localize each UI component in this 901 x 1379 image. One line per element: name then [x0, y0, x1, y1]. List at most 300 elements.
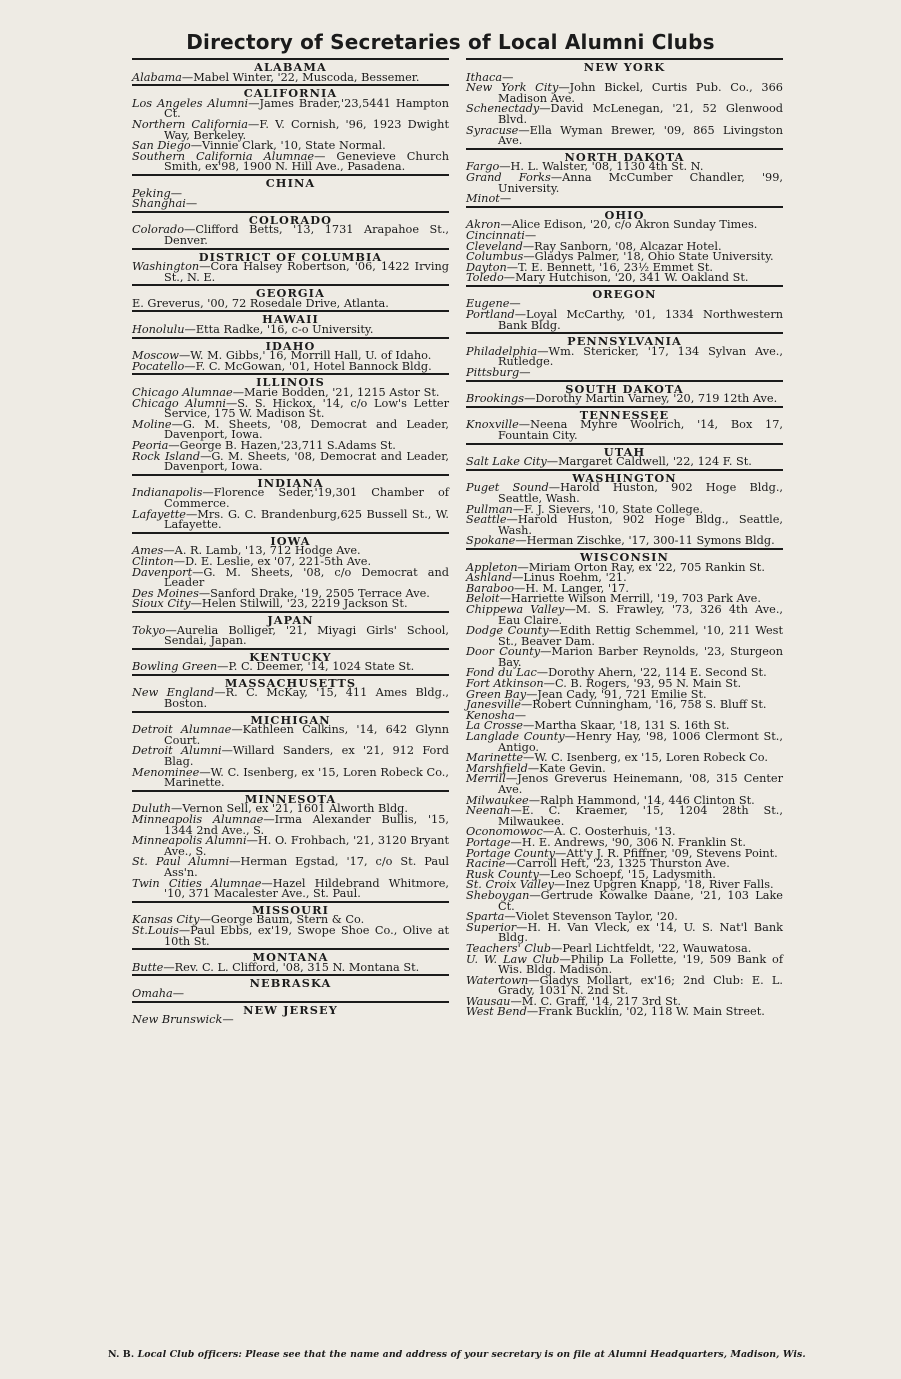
club-entry [132, 662, 449, 673]
club-entry [466, 602, 783, 627]
club-entry [132, 688, 449, 709]
left-column [132, 58, 449, 1027]
club-entry [132, 857, 449, 878]
club-place: Portage County [466, 846, 556, 860]
club-secretary: — [519, 366, 531, 380]
club-secretary: —S. S. Hickox, '14, c/o Low's Letter Service, 175 W. Madison St. [164, 396, 449, 421]
state-section [132, 648, 449, 673]
club-place: Ithaca [466, 70, 503, 84]
club-secretary: —Mrs. G. C. Brandenburg,625 Bussell St., W. Lafayette. [164, 507, 449, 532]
club-place: Ames [132, 544, 164, 558]
club-entry [466, 310, 783, 331]
club-secretary: —Harriette Wilson Merrill, '19, 703 Park Ave. [499, 592, 761, 606]
club-secretary: —Clifford Betts, '13, 1731 Arapahoe St., Denver. [164, 223, 449, 247]
state-section [132, 974, 449, 999]
club-entry [466, 1007, 783, 1018]
state-heading: MISSOURI [251, 902, 330, 917]
club-place: Columbus [466, 250, 524, 264]
state-section [132, 948, 449, 973]
club-place: Superior [466, 920, 517, 934]
club-place: Fargo [466, 160, 500, 174]
club-secretary: —Gladys Mollart, ex'16; 2nd Club: E. L. Grady, 1031 N. 2nd St. [498, 973, 783, 998]
club-secretary: —Paul Ebbs, ex'19, Swope Shoe Co., Olive at 10th St. [164, 923, 449, 948]
state-heading: MONTANA [252, 950, 329, 965]
club-entry [466, 888, 783, 913]
club-entry [466, 104, 783, 125]
club-place: Minneapolis Alumni [132, 834, 247, 848]
club-secretary: —Margaret Caldwell, '22, 124 F. St. [546, 455, 752, 469]
club-place: La Crosse [466, 719, 523, 733]
footnote-text: Please see that the name and address of your secretary is on file at Alumni Headquarters, Madison, Wis. [245, 1349, 806, 1360]
club-secretary: —Violet Stevenson Taylor, '20. [504, 910, 678, 924]
club-secretary: —Jenos Greverus Heinemann, '08, 315 Center Ave. [498, 772, 783, 796]
club-place: Watertown [466, 973, 529, 987]
club-secretary: —Edith Rettig Schemmel, '10, 211 West St., Beaver Dam. [498, 624, 783, 648]
state-heading: HAWAII [262, 312, 319, 327]
club-place: Appleton [466, 560, 518, 574]
club-place: Marshfield [466, 761, 528, 775]
club-secretary: —Harold Huston, 902 Hoge Bldg., Seattle, Wash. [498, 513, 783, 537]
state-section [466, 380, 783, 405]
club-secretary: —Jean Cady, '91, 721 Emilie St. [526, 687, 707, 701]
club-entry [466, 774, 783, 795]
club-entry [466, 483, 783, 504]
club-place: Merrill [466, 772, 506, 786]
footnote [108, 1349, 806, 1360]
club-place: Chicago Alumni [132, 396, 226, 410]
club-secretary: —Rev. C. L. Clifford, '08, 315 N. Montana St. [163, 960, 420, 974]
state-section [132, 474, 449, 531]
state-heading: IDAHO [265, 338, 316, 353]
club-secretary: —F. V. Cornish, '96, 1923 Dwight Way, Berkeley. [164, 117, 449, 142]
club-place: Neenah [466, 804, 511, 818]
club-entry [466, 920, 783, 945]
club-secretary: —H. E. Andrews, '90, 306 N. Franklin St. [510, 835, 746, 849]
club-secretary: —F. C. McGowan, '01, Hotel Bannock Bldg. [184, 359, 432, 373]
state-heading: JAPAN [267, 612, 314, 627]
state-section [132, 674, 449, 710]
club-secretary: —James Brader,'23,5441 Hampton Ct. [164, 96, 449, 121]
state-heading: WASHINGTON [572, 470, 677, 485]
club-secretary: —Att'y J. R. Pfiffner, '09, Stevens Point. [555, 846, 778, 860]
club-entry [466, 457, 783, 468]
club-entry [466, 973, 783, 998]
club-secretary: —David McLenegan, '21, 52 Glenwood Blvd. [498, 102, 783, 126]
club-place: Rusk County [466, 867, 539, 881]
club-secretary: —Vinnie Clark, '10, State Normal. [190, 139, 386, 153]
club-place: Door County [466, 645, 541, 659]
state-section [132, 790, 449, 900]
club-secretary: —M. S. Frawley, '73, 326 4th Ave., Eau Claire. [498, 602, 783, 627]
club-secretary: — [170, 186, 183, 200]
club-place: Racine [466, 857, 506, 871]
club-secretary: —Hazel Hildebrand Whitmore, '10, 371 Macalester Ave., St. Paul. [164, 876, 449, 901]
state-heading: OHIO [604, 207, 645, 222]
state-heading: SOUTH DAKOTA [565, 381, 684, 396]
club-place: Bowling Green [132, 660, 218, 674]
club-entry [132, 623, 449, 648]
club-secretary: —Frank Bucklin, '02, 118 W. Main Street. [526, 1005, 765, 1019]
club-entry [466, 344, 783, 369]
club-entry [132, 876, 449, 901]
footnote-label: Local Club officers: [137, 1349, 242, 1360]
club-place: Northern California [132, 117, 249, 131]
state-section [466, 206, 783, 284]
club-entry [466, 626, 783, 647]
state-heading: CHINA [265, 175, 316, 190]
club-place: Pullman [466, 502, 513, 516]
club-place: Spokane [466, 534, 516, 548]
club-secretary: —W. C. Isenberg, ex '15, Loren Robeck Co. [523, 751, 768, 765]
club-secretary: —Neena Myhre Woolrich, '14, Box 17, Fountain City. [498, 418, 783, 442]
club-place: Washington [132, 260, 200, 274]
right-column [466, 58, 783, 1019]
club-entry [132, 359, 449, 373]
club-place: Philadelphia [466, 344, 538, 358]
club-secretary: —A. C. Oosterhuis, '13. [542, 825, 676, 839]
club-secretary: —W. M. Gibbs,' 16, Morrill Hall, U. of Idaho. [178, 349, 432, 363]
state-section [466, 469, 783, 547]
club-place: Pittsburg [466, 366, 520, 380]
state-heading: NORTH DAKOTA [564, 149, 685, 164]
club-place: Teachers' Club [466, 941, 552, 955]
club-secretary: —Gladys Palmer, '18, Ohio State University. [523, 250, 774, 264]
club-secretary: —Florence Seder,'19,301 Chamber of Commerce. [164, 486, 449, 510]
club-entry [132, 417, 449, 442]
club-place: Lafayette [132, 507, 186, 521]
club-secretary: —George Baum, Stern & Co. [199, 913, 365, 927]
club-place: Colorado [132, 223, 185, 237]
club-secretary: —Mary Hutchison, '20, 341 W. Oakland St. [503, 271, 749, 285]
club-secretary: —Pearl Lichtfeldt, '22, Wauwatosa. [551, 941, 752, 955]
club-place: Dodge County [466, 624, 549, 638]
club-secretary: —Marie Bodden, '21, 1215 Astor St. [232, 386, 440, 400]
club-place: Toledo [466, 271, 504, 285]
club-entry [466, 170, 784, 195]
club-secretary: —P. C. Deemer, '14, 1024 State St. [217, 660, 415, 674]
club-secretary: —Ray Sanborn, '08, Alcazar Hotel. [522, 239, 722, 253]
club-secretary: —Sanford Drake, '19, 2505 Terrace Ave. [198, 586, 430, 600]
club-secretary: —Etta Radke, '16, c-o University. [184, 323, 374, 337]
club-entry [132, 117, 449, 142]
club-secretary: — [222, 1013, 234, 1027]
club-secretary: —Ralph Hammond, '14, 446 Clinton St. [528, 793, 755, 807]
page-title: Directory of Secretaries of Local Alumni Clubs [186, 30, 715, 54]
club-entry [466, 394, 783, 405]
club-place: Honolulu [132, 323, 185, 337]
club-secretary: —Irma Alexander Bullis, '15, 1344 2nd Ave., S. [164, 813, 449, 837]
club-place: Cleveland [466, 239, 523, 253]
club-place: Clinton [132, 554, 174, 568]
state-section [132, 248, 449, 284]
club-place: Langlade County [466, 730, 565, 744]
club-secretary: — [509, 297, 521, 311]
state-heading: GEORGIA [256, 286, 325, 301]
club-place: Baraboo [466, 581, 515, 595]
club-secretary: — Genevieve Church Smith, ex'98, 1900 N. Hill Ave., Pasadena. [164, 149, 449, 174]
club-secretary: —Dorothy Martin Varney, '20, 719 12th Ave. [524, 392, 778, 406]
club-secretary: —D. E. Leslie, ex '07, 221-5th Ave. [173, 554, 372, 568]
state-heading: NEW JERSEY [243, 1002, 338, 1017]
club-secretary: —W. C. Isenberg, ex '15, Loren Robeck Co., Marinette. [164, 765, 449, 790]
footnote-lead: N. B. [108, 1349, 135, 1360]
club-entry [132, 296, 449, 310]
club-place: Davenport [132, 565, 193, 579]
club-secretary: —John Bickel, Curtis Pub. Co., 366 Madison Ave. [498, 81, 783, 105]
club-place: Shanghai [132, 197, 186, 211]
club-place: Eugene [466, 297, 510, 311]
state-heading: ALABAMA [254, 60, 327, 74]
state-heading: NEBRASKA [249, 976, 332, 991]
state-section [132, 611, 449, 647]
club-place: Knoxville [466, 418, 519, 432]
state-section [466, 332, 783, 378]
state-heading: WISCONSIN [580, 549, 669, 564]
club-place: Milwaukee [466, 793, 529, 807]
club-place: Ashland [466, 571, 513, 585]
club-secretary: —Inez Upgren Knapp, '18, River Falls. [554, 878, 774, 892]
state-section [132, 901, 449, 947]
club-secretary: —Dorothy Ahern, '22, 114 E. Second St. [536, 666, 767, 680]
club-place: Portage [466, 835, 511, 849]
state-section [132, 84, 449, 173]
state-section [466, 443, 783, 468]
club-secretary: —Mabel Winter, '22, Muscoda, Bessemer. [181, 70, 420, 84]
club-place: Detroit Alumnae [132, 723, 232, 737]
state-heading: CALIFORNIA [243, 86, 338, 101]
state-section [466, 148, 783, 205]
club-secretary: —F. J. Sievers, '10, State College. [512, 502, 704, 516]
club-secretary: —Marion Barber Reynolds, '23, Sturgeon Bay. [498, 645, 783, 669]
club-place: Butte [132, 960, 164, 974]
club-entry [132, 836, 449, 857]
state-heading: UTAH [603, 444, 646, 459]
club-secretary: E. Greverus, '00, 72 Rosedale Drive, Atlanta. [132, 296, 389, 310]
state-heading: INDIANA [257, 475, 324, 490]
club-place: Peoria [132, 439, 169, 452]
club-secretary: —H. O. Frohbach, '21, 3120 Bryant Ave., S. [164, 834, 449, 858]
club-place: San Diego [132, 139, 191, 153]
club-secretary: —A. R. Lamb, '13, 712 Hodge Ave. [163, 544, 361, 558]
club-entry [466, 123, 783, 148]
state-section [132, 532, 449, 610]
club-entry [132, 449, 449, 474]
club-place: New York City [466, 81, 559, 95]
state-heading: OREGON [592, 286, 657, 301]
club-place: Seattle [466, 513, 507, 527]
club-place: Southern California Alumnae [132, 149, 315, 163]
club-place: Peking [132, 186, 171, 200]
club-secretary: —Cora Halsey Robertson, '06, 1422 Irving St., N. E. [164, 260, 449, 284]
club-place: Portland [466, 308, 515, 322]
club-secretary: —Willard Sanders, ex '21, 912 Ford Blag. [164, 744, 449, 769]
club-place: Minot [466, 192, 500, 206]
club-entry [466, 368, 783, 379]
club-place: Dayton [466, 260, 507, 274]
club-place: Beloit [466, 592, 500, 606]
club-secretary: —G. M. Sheets, '08, c/o Democrat and Leader [164, 565, 449, 590]
club-secretary: —Loyal McCarthy, '01, 1334 Northwestern Bank Bldg. [498, 308, 783, 332]
club-place: Schenectady [466, 102, 540, 116]
club-secretary: —Wm. Stericker, '17, 134 Sylvan Ave., Rutledge. [498, 344, 783, 369]
club-place: Syracuse [466, 123, 519, 137]
state-heading: MICHIGAN [250, 712, 331, 727]
club-place: St. Croix Valley [466, 878, 555, 892]
club-place: Omaha [132, 986, 173, 1000]
club-place: Cincinnati [466, 228, 525, 242]
state-section [466, 406, 783, 442]
club-place: Des Moines [132, 586, 199, 600]
club-place: Tokyo [132, 623, 166, 637]
club-place: Menominee [132, 765, 200, 779]
state-heading: MINNESOTA [244, 791, 337, 806]
club-place: St.Louis [132, 923, 179, 937]
club-secretary: — [185, 197, 198, 211]
club-secretary: —E. C. Kraemer, '15, 1204 28th St., Milwaukee. [498, 804, 783, 828]
club-place: Sheboygan [466, 888, 530, 902]
club-place: Brookings [466, 392, 525, 406]
club-entry [132, 746, 449, 767]
club-secretary: —Harold Huston, 902 Hoge Bldg., Seattle, Wash. [498, 481, 783, 505]
state-heading: MASSACHUSETTS [224, 675, 357, 690]
club-entry [466, 536, 783, 547]
club-secretary: —Anna McCumber Chandler, '99, University. [498, 170, 784, 195]
club-entry [132, 960, 449, 974]
club-place: West Bend [466, 1005, 527, 1019]
club-entry [132, 765, 449, 790]
state-heading: NEW YORK [583, 60, 666, 74]
club-secretary: —Vernon Sell, ex '21, 1601 Alworth Bldg. [171, 802, 408, 816]
club-entry [132, 262, 449, 283]
club-place: Moline [132, 417, 172, 431]
club-secretary: —Gertrude Kowalke Daane, '21, 103 Lake Ct. [498, 888, 783, 913]
club-secretary: —Leo Schoepf, '15, Ladysmith. [538, 867, 716, 881]
club-place: Detroit Alumni [132, 744, 222, 758]
club-entry [132, 507, 449, 532]
club-secretary: — [514, 708, 527, 722]
club-secretary: —H. H. Van Vleck, ex '14, U. S. Nat'l Bank Bldg. [498, 920, 783, 945]
club-place: Los Angeles Alumni [132, 96, 249, 110]
club-secretary: —Herman Zischke, '17, 300-11 Symons Bldg. [515, 534, 775, 548]
club-entry [132, 565, 449, 590]
club-place: Fond du Lac [466, 666, 537, 680]
club-entry [132, 815, 449, 836]
club-entry [466, 732, 783, 753]
club-entry [132, 96, 449, 121]
club-place: New England [132, 686, 215, 700]
club-place: Janesville [466, 698, 521, 712]
club-place: Chicago Alumnae [132, 386, 233, 400]
club-secretary: — [499, 192, 512, 206]
club-secretary: —Philip La Follette, '19, 509 Bank of Wis. Bldg. Madison. [498, 952, 783, 977]
state-section [466, 58, 783, 147]
club-place: Fort Atkinson [466, 677, 544, 691]
club-entry [132, 149, 449, 174]
club-entry [132, 488, 449, 509]
state-section [132, 174, 449, 210]
club-entry [132, 599, 449, 610]
club-secretary: — [502, 70, 514, 84]
club-secretary: —George B. Hazen,'23,711 S.Adams St. [168, 439, 396, 452]
state-section [132, 337, 449, 373]
state-heading: TENNESSEE [579, 407, 670, 422]
club-entry [466, 515, 783, 536]
club-place: Oconomowoc [466, 825, 543, 839]
club-secretary: —H. M. Langer, '17. [514, 581, 629, 595]
club-place: Wausau [466, 994, 511, 1008]
club-secretary: —C. B. Rogers, '93, 95 N. Main St. [543, 677, 742, 691]
club-place: Green Bay [466, 687, 527, 701]
club-secretary: —Kate Gevin. [527, 761, 606, 775]
club-secretary: —Miriam Orton Ray, ex '22, 705 Rankin St. [517, 560, 765, 574]
club-place: Minneapolis Alumnae [132, 813, 264, 826]
club-place: Salt Lake City [466, 455, 547, 469]
state-heading: DISTRICT OF COLUMBIA [198, 249, 383, 264]
club-entry [132, 986, 449, 1000]
state-heading: KENTUCKY [249, 649, 332, 664]
club-secretary: —Carroll Heft, '23, 1325 Thurston Ave. [505, 857, 730, 871]
club-secretary: —Martha Skaar, '18, 131 S. 16th St. [522, 719, 730, 733]
club-place: Duluth [132, 802, 172, 816]
club-place: Twin Cities Alumnae [132, 876, 262, 890]
club-secretary: —Herman Egstad, '17, c/o St. Paul Ass'n. [164, 855, 449, 879]
club-secretary: —Ella Wyman Brewer, '09, 865 Livingston Ave. [498, 123, 783, 148]
club-secretary: —M. C. Graff, '14, 217 3rd St. [510, 994, 681, 1008]
club-place: Pocatello [132, 359, 185, 373]
club-place: Marinette [466, 751, 524, 765]
club-place: Akron [466, 218, 501, 232]
club-secretary: —Kathleen Calkins, '14, 642 Glynn Court. [164, 723, 450, 747]
state-heading: COLORADO [248, 212, 333, 227]
club-secretary: —Henry Hay, '98, 1006 Clermont St., Antigo. [498, 730, 783, 754]
state-section [132, 310, 449, 335]
club-secretary: —G. M. Sheets, '08, Democrat and Leader, Davenport, Iowa. [164, 417, 449, 442]
club-secretary: —Aurelia Bolliger, '21, Miyagi Girls' School, Sendai, Japan. [164, 623, 449, 648]
state-heading: IOWA [270, 533, 311, 548]
club-place: Kansas City [132, 913, 200, 927]
club-secretary: —Linus Roehm, '21. [512, 571, 627, 585]
state-heading: ILLINOIS [256, 375, 325, 390]
club-entry [132, 325, 449, 336]
state-section [132, 211, 449, 247]
club-entry [466, 647, 783, 668]
club-entry [466, 420, 783, 441]
club-place: Chippewa Valley [466, 602, 565, 616]
club-entry [132, 199, 449, 210]
club-place: St. Paul Alumni [132, 855, 230, 869]
club-secretary: —T. E. Bennett, '16, 23½ Emmet St. [506, 260, 713, 274]
club-place: Sparta [466, 910, 505, 924]
club-entry [466, 273, 783, 284]
club-place: Rock Island [132, 449, 201, 463]
club-place: Indianapolis [132, 486, 203, 500]
state-section [466, 285, 783, 331]
club-place: Alabama [132, 70, 182, 84]
club-secretary: —R. C. McKay, '15, 411 Ames Bldg., Boston. [164, 686, 449, 711]
club-secretary: —Robert Cunningham, '16, 758 S. Bluff St. [520, 698, 767, 712]
state-section [132, 373, 449, 472]
club-secretary: — [172, 986, 185, 1000]
club-entry [132, 923, 449, 948]
state-section [132, 284, 449, 309]
club-place: Moscow [132, 349, 179, 363]
state-section [466, 548, 783, 1018]
club-place: New Brunswick [132, 1013, 223, 1027]
club-place: Grand Forks [466, 170, 551, 184]
club-entry [132, 396, 449, 421]
club-entry [132, 225, 449, 246]
club-entry [132, 70, 449, 84]
